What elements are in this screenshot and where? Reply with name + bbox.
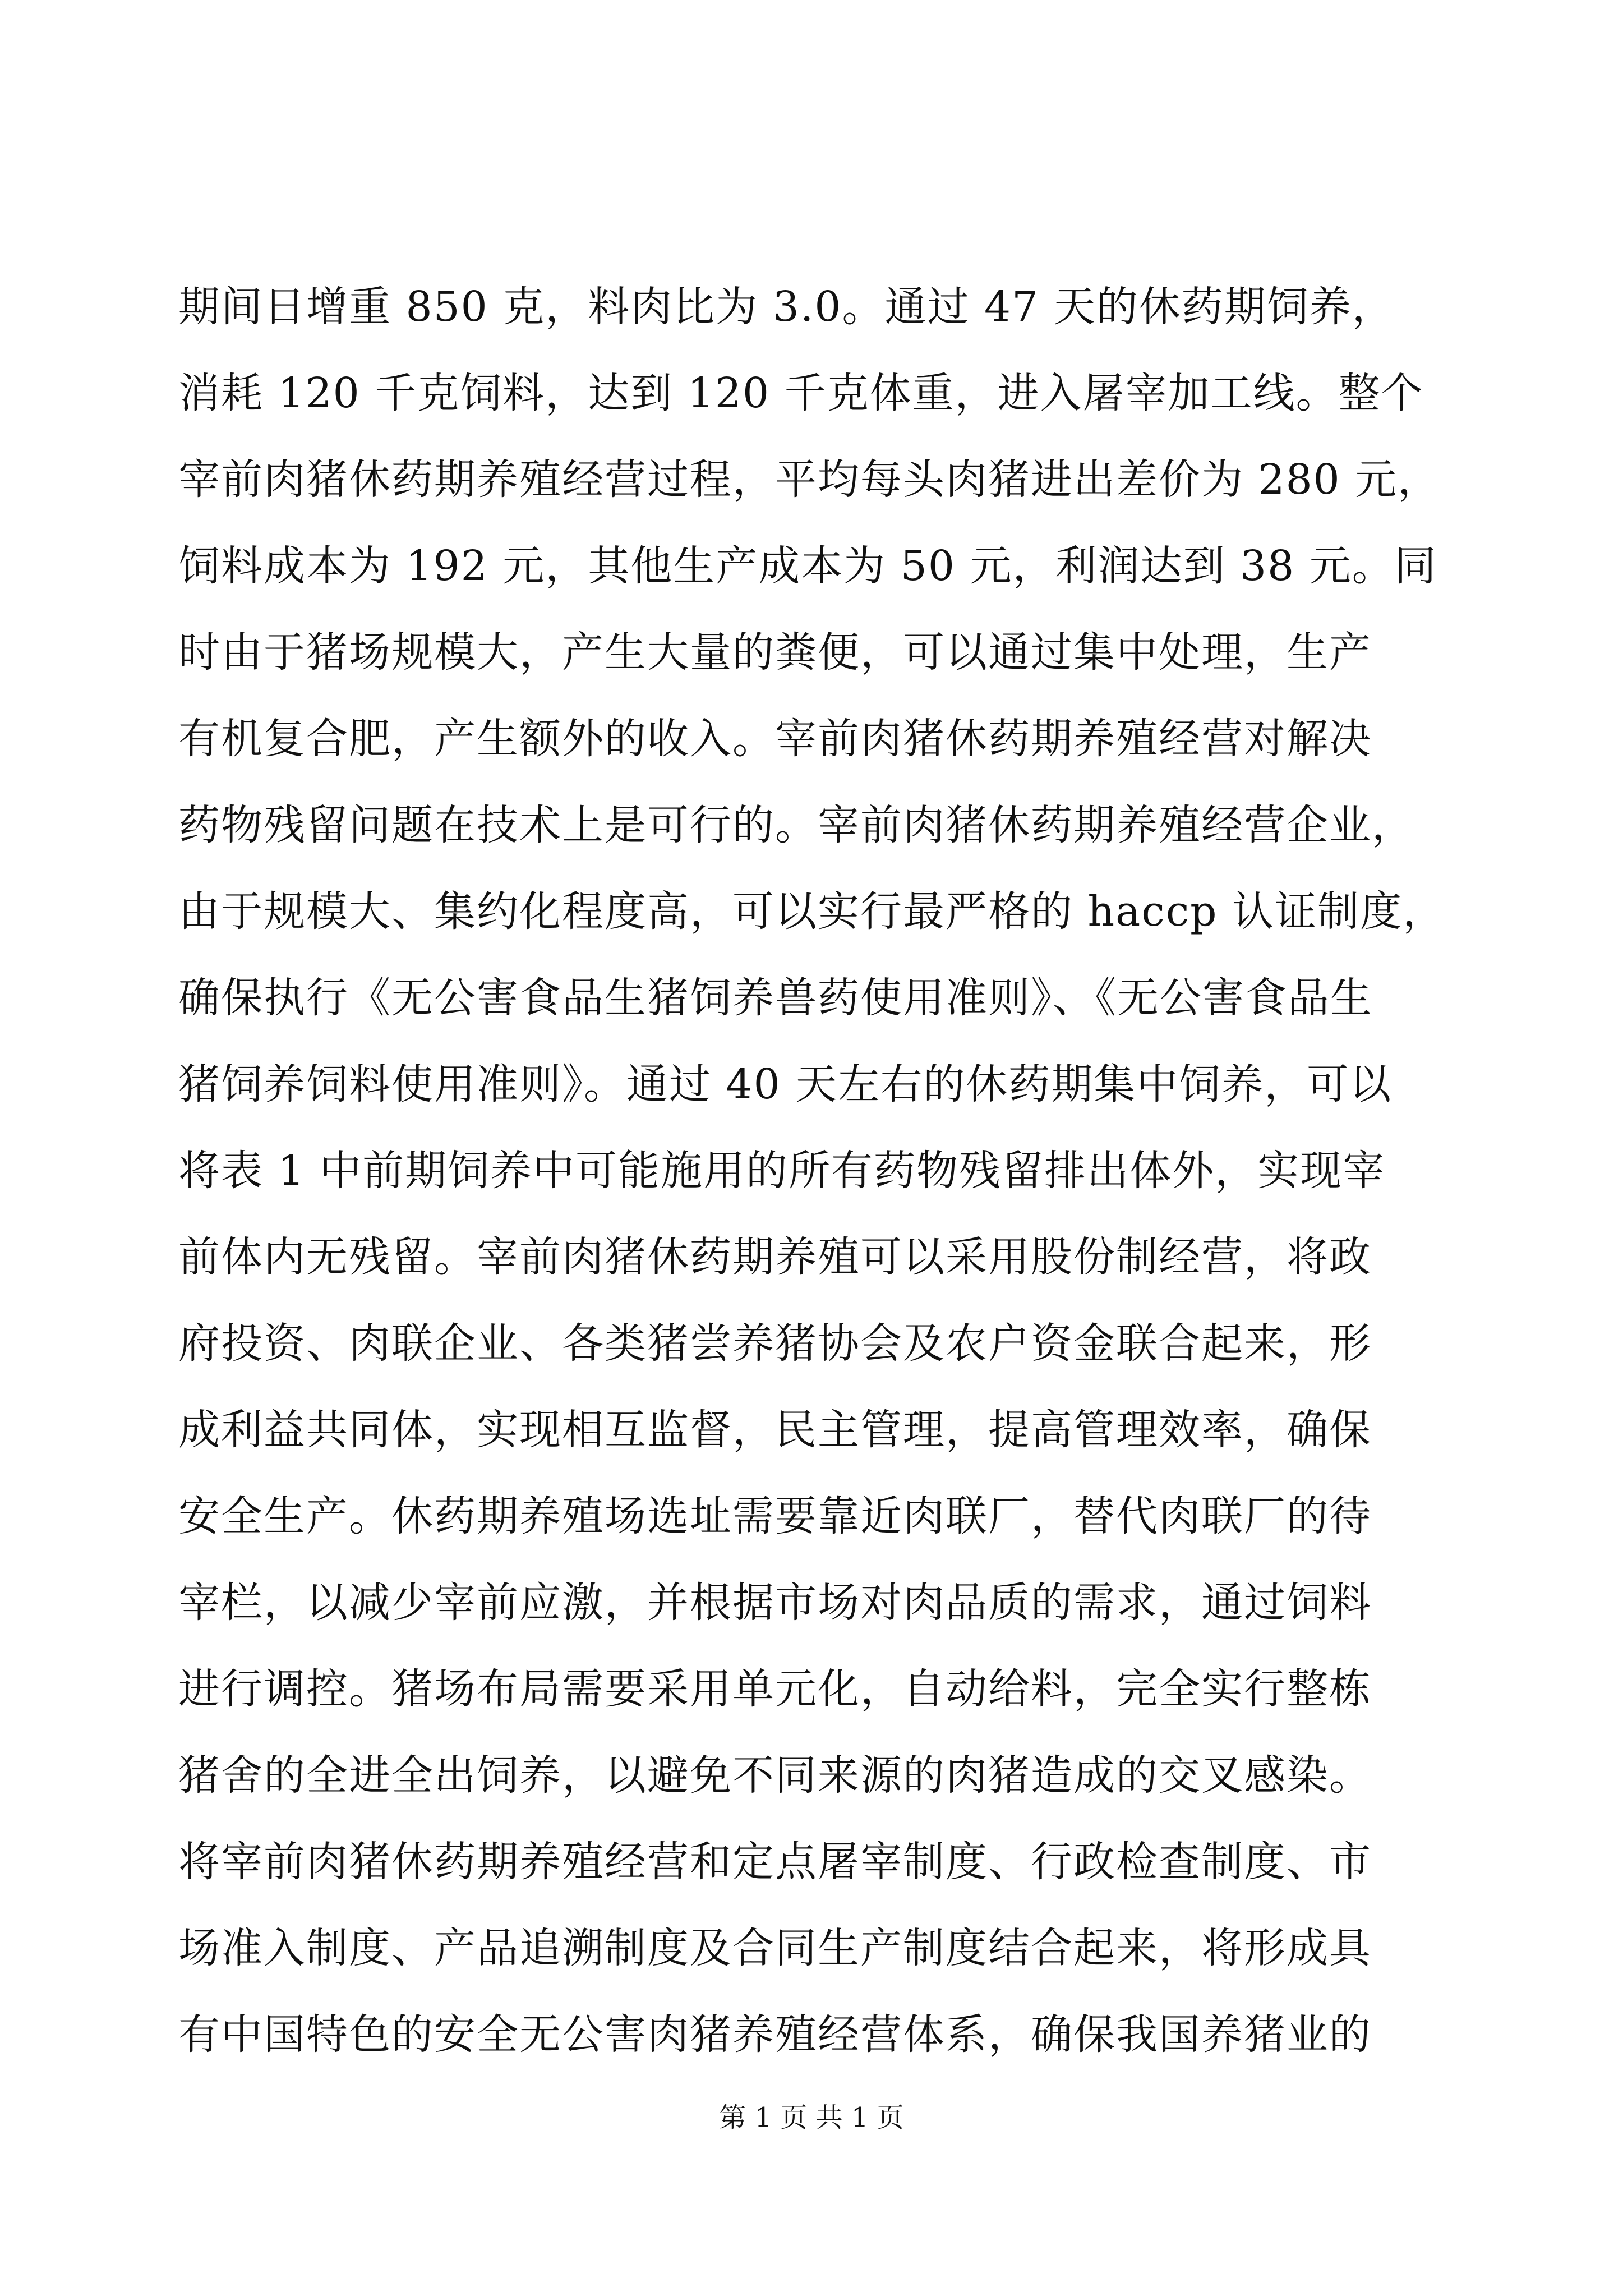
text-line: 宰前肉猪休药期养殖经营过程，平均每头肉猪进出差价为 280 元， [178, 455, 1441, 504]
text-line: 猪舍的全进全出饲养，以避免不同来源的肉猪造成的交叉感染。 [178, 1751, 1372, 1800]
text-line: 时由于猪场规模大，产生大量的粪便，可以通过集中处理，生产 [178, 628, 1372, 677]
page-footer: 第 1 页 共 1 页 [719, 2102, 904, 2133]
text-line: 前体内无残留。宰前肉猪休药期养殖可以采用股份制经营，将政 [178, 1233, 1372, 1281]
body-text [178, 264, 1468, 2078]
text-line: 饲料成本为 192 元，其他生产成本为 50 元，利润达到 38 元。同 [178, 542, 1437, 590]
text-line: 消耗 120 千克饲料，达到 120 千克体重，进入屠宰加工线。整个 [178, 369, 1424, 417]
text-line: 期间日增重 850 克，料肉比为 3.0。通过 47 天的休药期饲养， [178, 283, 1395, 331]
text-line: 药物残留问题在技术上是可行的。宰前肉猪休药期养殖经营企业， [178, 801, 1414, 849]
text-line: 成利益共同体，实现相互监督，民主管理，提高管理效率，确保 [178, 1406, 1372, 1454]
text-line: 确保执行《无公害食品生猪饲养兽药使用准则》、《无公害食品生 [178, 974, 1373, 1022]
text-line: 进行调控。猪场布局需要采用单元化，自动给料，完全实行整栋 [178, 1665, 1372, 1713]
text-line: 府投资、肉联企业、各类猪尝养猪协会及农户资金联合起来，形 [178, 1319, 1372, 1368]
text-line: 有机复合肥，产生额外的收入。宰前肉猪休药期养殖经营对解决 [178, 715, 1372, 763]
text-line: 场准入制度、产品追溯制度及合同生产制度结合起来，将形成具 [178, 1924, 1372, 1972]
text-line: 安全生产。休药期养殖场选址需要靠近肉联厂，替代肉联厂的待 [178, 1492, 1372, 1540]
text-line: 宰栏，以减少宰前应激，并根据市场对肉品质的需求，通过饲料 [178, 1579, 1372, 1627]
text-line: 有中国特色的安全无公害肉猪养殖经营体系，确保我国养猪业的 [178, 2010, 1372, 2059]
text-line: 将表 1 中前期饲养中可能施用的所有药物残留排出体外，实现宰 [178, 1147, 1386, 1195]
text-line: 由于规模大、集约化程度高，可以实行最严格的 haccp 认证制度， [178, 887, 1446, 936]
text-line: 将宰前肉猪休药期养殖经营和定点屠宰制度、行政检查制度、市 [178, 1838, 1372, 1886]
text-line: 猪饲养饲料使用准则》。通过 40 天左右的休药期集中饲养，可以 [178, 1060, 1393, 1108]
